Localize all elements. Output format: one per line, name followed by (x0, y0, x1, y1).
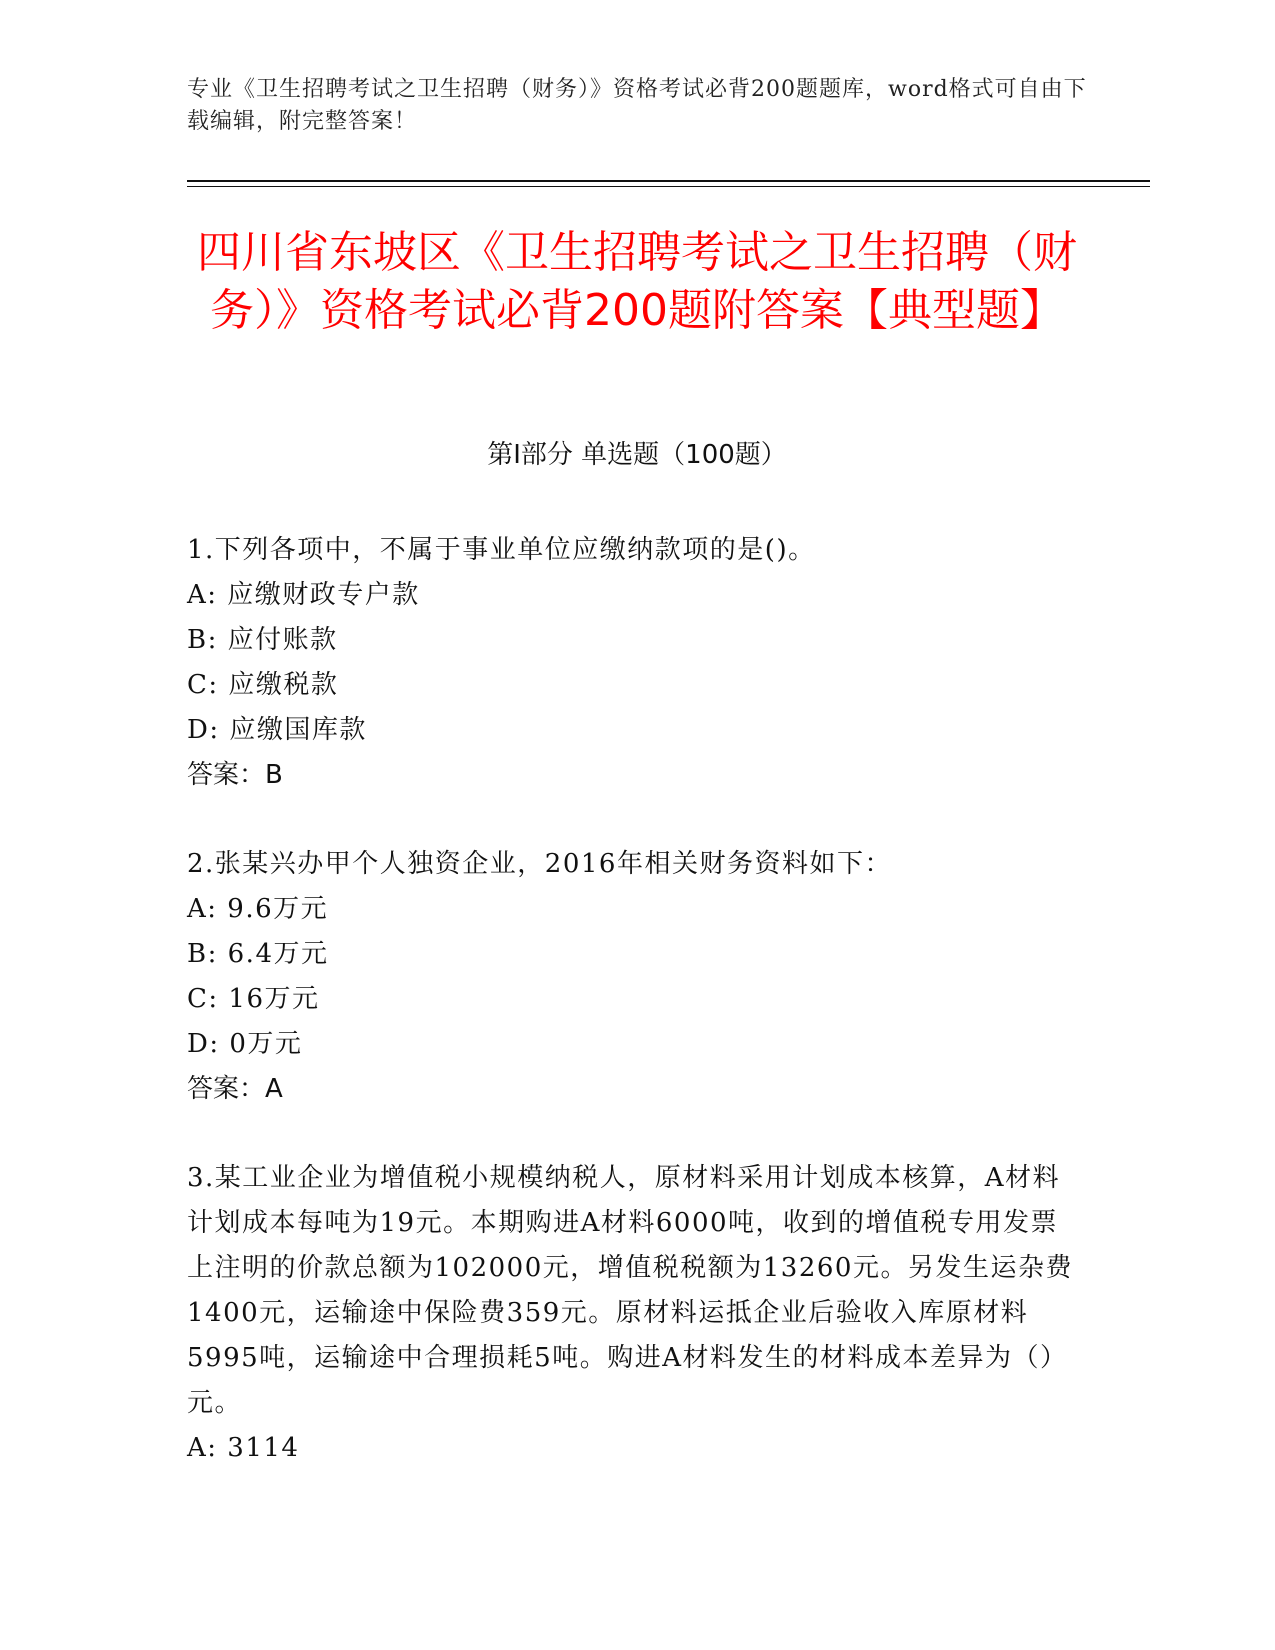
question-text: 2.张某兴办甲个人独资企业，2016年相关财务资料如下： (187, 849, 892, 879)
question-1 (187, 528, 1077, 798)
document-title: 四川省东坡区《卫生招聘考试之卫生招聘（财务）》资格考试必背200题附答案【典型题】 (197, 227, 1077, 336)
option-a: A: 应缴财政专户款 (187, 580, 420, 610)
option-a: A: 3114 (187, 1433, 300, 1463)
header-note: 专业《卫生招聘考试之卫生招聘（财务）》资格考试必背200题题库，word格式可自由下载编辑，附完整答案！ (187, 77, 1087, 134)
option-b: B: 应付账款 (187, 625, 338, 655)
section-heading: 第Ⅰ部分 单选题（100题） (487, 440, 787, 470)
option-c: C: 16万元 (187, 984, 320, 1014)
answer: 答案：A (187, 1074, 283, 1104)
option-a: A: 9.6万元 (187, 894, 329, 924)
answer: 答案：B (187, 760, 283, 790)
question-text: 3.某工业企业为增值税小规模纳税人，原材料采用计划成本核算，A材料计划成本每吨为19元。本期购进A材料6000吨，收到的增值税专用发票上注明的价款总额为102000元，增值税税额为13260元。另发生运杂费1400元，运输途中保险费359元。原材料运抵企业后验收入库原材料5995吨，运输途中合理损耗5吨。购进A材料发生的材料成本差异为（）元。 (187, 1163, 1073, 1418)
option-b: B: 6.4万元 (187, 939, 329, 969)
option-d: D: 应缴国库款 (187, 715, 367, 745)
header-rule-thin (187, 186, 1150, 187)
header-rule-thick (187, 180, 1150, 182)
question-3 (187, 1156, 1077, 1471)
option-c: C: 应缴税款 (187, 670, 339, 700)
question-list (187, 528, 1077, 1515)
question-2 (187, 842, 1077, 1112)
question-text: 1.下列各项中，不属于事业单位应缴纳款项的是()。 (187, 535, 816, 565)
option-d: D: 0万元 (187, 1029, 303, 1059)
